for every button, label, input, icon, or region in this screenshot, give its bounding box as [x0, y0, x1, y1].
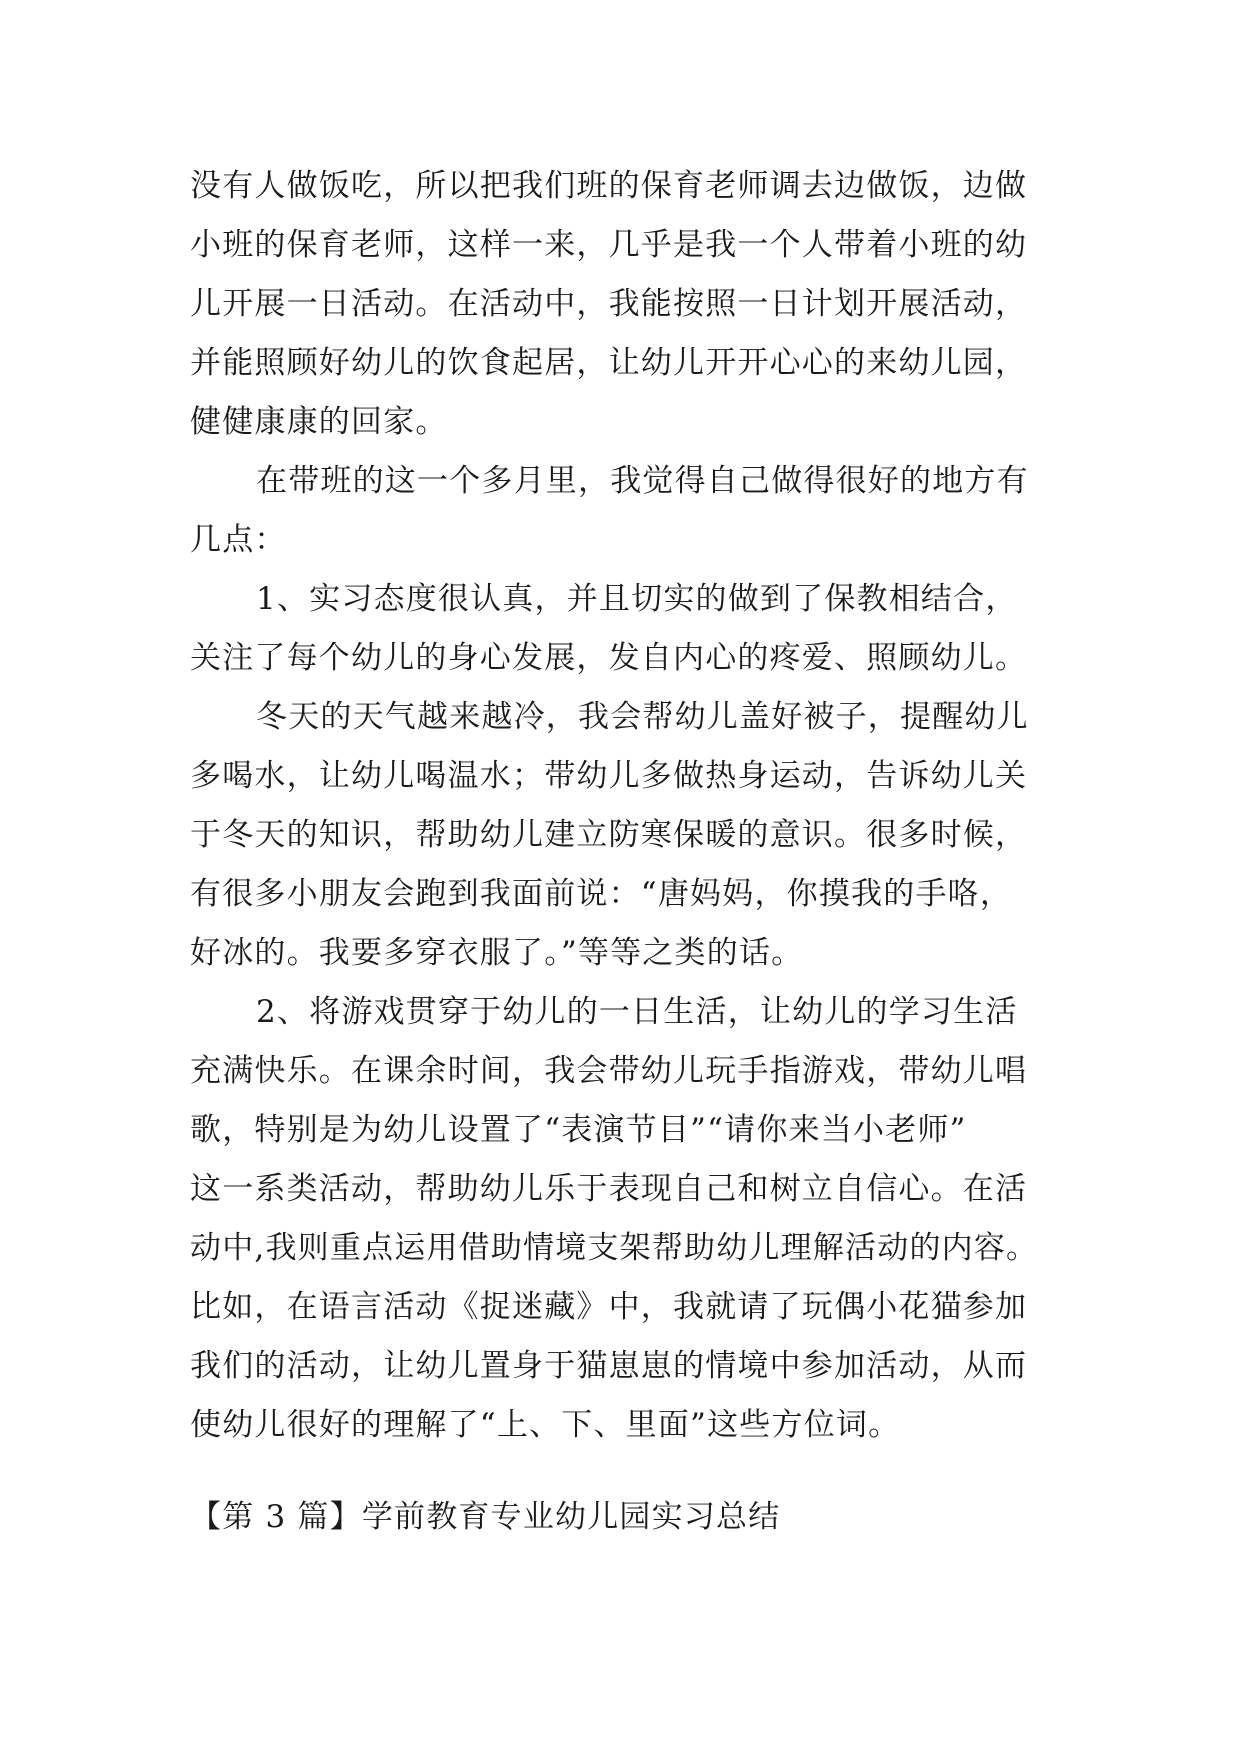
text-line: 在带班的这一个多月里，我觉得自己做得很好的地方有	[256, 463, 1029, 499]
text-line: 使幼儿很好的理解了“上、下、里面”这些方位词。	[190, 1407, 901, 1443]
text-line: 好冰的。我要多穿衣服了。”等等之类的话。	[190, 935, 804, 971]
text-line: 关注了每个幼儿的身心发展，发自内心的疼爱、照顾幼儿。	[190, 640, 1028, 676]
text-line: 充满快乐。在课余时间，我会带幼儿玩手指游戏，带幼儿唱	[190, 1053, 1028, 1089]
text-line: 并能照顾好幼儿的饮食起居，让幼儿开开心心的来幼儿园，	[190, 345, 1028, 381]
text-line: 没有人做饭吃，所以把我们班的保育老师调去边做饭，边做	[190, 168, 1028, 204]
text-line: 几点：	[190, 522, 287, 558]
section-heading: 【第 3 篇】学前教育专业幼儿园实习总结	[190, 1499, 781, 1535]
text-line: 比如，在语言活动《捉迷藏》中，我就请了玩偶小花猫参加	[190, 1289, 1028, 1325]
text-line: 1、实习态度很认真，并且切实的做到了保教相结合，	[256, 581, 1018, 617]
text-line: 2、将游戏贯穿于幼儿的一日生活，让幼儿的学习生活	[256, 994, 1018, 1030]
text-line: 冬天的天气越来越冷，我会帮幼儿盖好被子，提醒幼儿	[256, 699, 1029, 735]
text-line: 歌，特别是为幼儿设置了“表演节目”“请你来当小老师”	[190, 1112, 967, 1148]
text-line: 健健康康的回家。	[190, 404, 448, 440]
text-line: 小班的保育老师，这样一来，几乎是我一个人带着小班的幼	[190, 227, 1028, 263]
text-line: 动中,我则重点运用借助情境支架帮助幼儿理解活动的内容。	[190, 1230, 1039, 1266]
text-line: 我们的活动，让幼儿置身于猫崽崽的情境中参加活动，从而	[190, 1348, 1028, 1384]
body-text	[190, 157, 1070, 1455]
text-line: 于冬天的知识，帮助幼儿建立防寒保暖的意识。很多时候，	[190, 817, 1028, 853]
text-line: 有很多小朋友会跑到我面前说：“唐妈妈，你摸我的手咯，	[190, 876, 1013, 912]
text-line: 多喝水，让幼儿喝温水；带幼儿多做热身运动，告诉幼儿关	[190, 758, 1028, 794]
text-line: 这一系类活动，帮助幼儿乐于表现自己和树立自信心。在活	[190, 1171, 1028, 1207]
text-line: 儿开展一日活动。在活动中，我能按照一日计划开展活动，	[190, 286, 1028, 322]
